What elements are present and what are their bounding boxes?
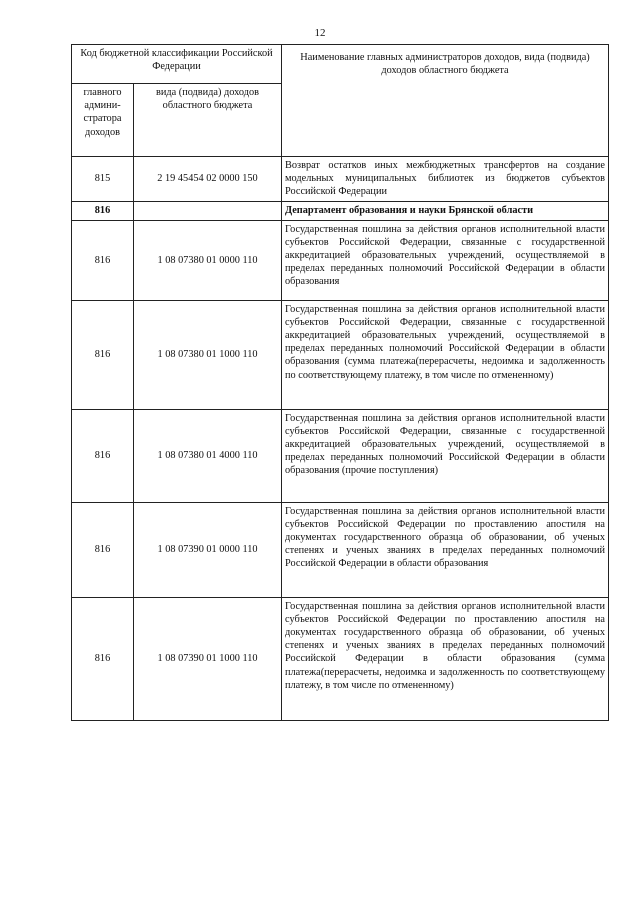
table-row (72, 502, 609, 597)
revenue-code-cell: 1 08 07380 01 1000 110 (134, 300, 282, 409)
admin-column-header: главного админи-стратора доходов (72, 84, 134, 157)
table-header-row (72, 45, 609, 84)
revenue-name-cell: Государственная пошлина за действия органов исполнительной власти субъектов Российской Федерации, связанные с государственной аккредитацией образовательных учреждений, осуществляемой в пределах переданных полномочий Российской Федерации в области образования (282, 220, 609, 300)
revenue-name-cell: Государственная пошлина за действия органов исполнительной власти субъектов Российской Федерации по проставлению апостиля на документах государственного образца об образовании, об ученых степенях и ученых званиях в пределах переданных полномочий Российской Федерации в области образования (сумма платежа(перерасчеты, недоимка и задолженность по соответствующему платежу, в том числе по отмененному) (282, 597, 609, 720)
revenue-name-cell: Государственная пошлина за действия органов исполнительной власти субъектов Российской Федерации, связанные с государственной аккредитацией образовательных учреждений, осуществляемой в пределах переданных полномочий Российской Федерации в области образования (прочие поступления) (282, 409, 609, 502)
table-row (72, 409, 609, 502)
revenue-code-cell: 1 08 07390 01 0000 110 (134, 502, 282, 597)
table-row (72, 300, 609, 409)
kbk-group-header: Код бюджетной классификации Российской Федерации (72, 45, 282, 84)
admin-code-cell: 816 (72, 597, 134, 720)
admin-code-cell: 816 (72, 220, 134, 300)
budget-classification-table (71, 44, 609, 721)
revenue-code-cell: 1 08 07390 01 1000 110 (134, 597, 282, 720)
table-row (72, 157, 609, 202)
admin-code-cell: 816 (72, 502, 134, 597)
revenue-code-cell (134, 201, 282, 220)
admin-code-cell: 815 (72, 157, 134, 202)
revenue-code-cell: 1 08 07380 01 4000 110 (134, 409, 282, 502)
page-number: 12 (314, 27, 326, 39)
revenue-name-cell: Возврат остатков иных межбюджетных трансфертов на создание модельных муниципальных библиотек из бюджетов субъектов Российской Федерации (282, 157, 609, 202)
admin-code-cell: 816 (72, 201, 134, 220)
revenue-name-cell: Государственная пошлина за действия органов исполнительной власти субъектов Российской Федерации, связанные с государственной аккредитацией образовательных учреждений, осуществляемой в пределах переданных полномочий Российской Федерации в области образования (сумма платежа(перерасчеты, недоимка и задолженность по соответствующему платежу, в том числе по отмененному) (282, 300, 609, 409)
admin-code-cell: 816 (72, 300, 134, 409)
revenue-code-cell: 2 19 45454 02 0000 150 (134, 157, 282, 202)
department-name-cell: Департамент образования и науки Брянской области (282, 201, 609, 220)
department-row (72, 201, 609, 220)
type-column-header: вида (подвида) доходов областного бюджета (134, 84, 282, 157)
names-column-header: Наименование главных администраторов доходов, вида (подвида) доходов областного бюджета (282, 45, 609, 157)
admin-code-cell: 816 (72, 409, 134, 502)
table-row (72, 597, 609, 720)
revenue-code-cell: 1 08 07380 01 0000 110 (134, 220, 282, 300)
table-row (72, 220, 609, 300)
revenue-name-cell: Государственная пошлина за действия органов исполнительной власти субъектов Российской Федерации по проставлению апостиля на документах государственного образца об образовании, об ученых степенях и ученых званиях в пределах переданных полномочий Российской Федерации в области образования (282, 502, 609, 597)
